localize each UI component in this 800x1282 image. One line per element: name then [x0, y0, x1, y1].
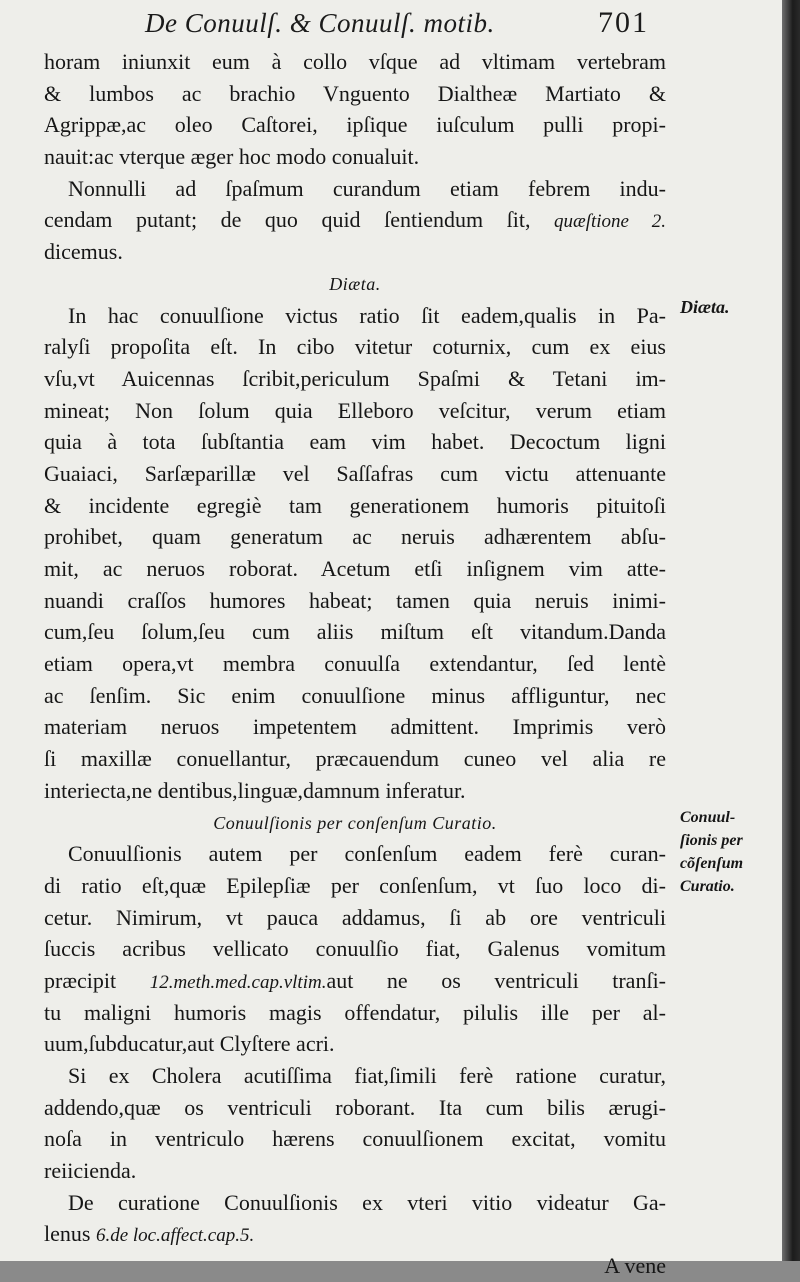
- text-line: [44, 204, 666, 236]
- margin-note-curatio: [680, 806, 743, 898]
- line-text: reiicienda.: [44, 1158, 137, 1184]
- text-line: [44, 838, 666, 870]
- margin-note-line: Diæta.: [680, 297, 730, 317]
- text-line: [44, 680, 666, 712]
- line-text: Conuulſionis autem per conſenſum eadem ferè curan-: [68, 841, 666, 867]
- line-text: materiam neruos impetentem admittent. Imprimis verò: [44, 714, 666, 740]
- line-text: Si ex Cholera acutiſſima fiat,ſimili ferè ratione curatur,: [68, 1063, 666, 1088]
- text-line: [44, 1123, 666, 1155]
- text-line: [44, 870, 666, 902]
- line-text: mit, ac neruos roborat. Acetum etſi inſignem vim atte-: [44, 556, 666, 581]
- line-text: Nonnulli ad ſpaſmum curandum etiam febrem indu-: [68, 175, 666, 201]
- line-text: Guaiaci, Sarſæparillæ vel Saſſafras cum victu attenuante: [44, 460, 666, 486]
- margin-note-line: ſionis per: [680, 832, 743, 849]
- citation: 6.de loc.affect.cap.5.: [95, 1225, 255, 1247]
- line-text: ſuccis acribus vellicato conuulſio fiat, Galenus vomitum: [44, 936, 666, 962]
- text-line: [44, 553, 666, 585]
- line-text: interiecta,ne dentibus,linguæ,damnum inferatur.: [44, 777, 466, 803]
- margin-note-line: Conuul-: [680, 809, 736, 826]
- text-line: [44, 363, 666, 395]
- line-text: & lumbos ac brachio Vnguento Dialtheæ Martiato &: [44, 80, 666, 106]
- line-text: prohibet, quam generatum ac neruis adhærentem abſu-: [44, 524, 666, 550]
- text-line: [44, 426, 666, 458]
- line-text: ſi maxillæ conuellantur, præcauendum cuneo vel alia re: [44, 746, 666, 772]
- line-text: uum,ſubducatur,aut Clyſtere acri.: [44, 1031, 335, 1057]
- text-line: [44, 902, 666, 934]
- line-text: cum,ſeu ſolum,ſeu cum aliis miſtum eſt vitandum.Danda: [44, 619, 666, 645]
- page-number: 701: [598, 6, 649, 39]
- line-text: nuandi craſſos humores habeat; tamen quia neruis inimi-: [44, 587, 666, 613]
- text-line: [44, 78, 666, 110]
- citation: quæſtione 2.: [554, 211, 666, 233]
- text-line: [44, 1028, 666, 1060]
- text-line: [44, 997, 666, 1029]
- text-line: [44, 1218, 666, 1250]
- text-line: [44, 648, 666, 680]
- text-line: [44, 1092, 666, 1124]
- text-line: [44, 141, 666, 173]
- page-gutter: [782, 0, 800, 1261]
- line-text: di ratio eſt,quæ Epilepſiæ per conſenſum, vt ſuo loco di-: [44, 872, 666, 898]
- running-head: De Conuulſ. & Conuulſ. motib.: [145, 8, 495, 38]
- line-text: nauit:ac vterque æger hoc modo conualuit.: [44, 144, 420, 170]
- text-line: [44, 585, 666, 617]
- text-line: [44, 965, 666, 997]
- text-line: [44, 331, 666, 363]
- text-line: [44, 1187, 666, 1219]
- line-text: noſa in ventriculo hærens conuulſionem excitat, vomitu: [44, 1126, 666, 1152]
- line-text: etiam opera,vt membra conuulſa extendantur, ſed lentè: [44, 651, 666, 677]
- text-line: [44, 1060, 666, 1092]
- catchword: A vene: [604, 1253, 666, 1279]
- line-text: cendam putant; de quo quid ſentiendum ſit,: [44, 207, 531, 233]
- margin-note-line: cõſenſum: [680, 855, 744, 872]
- text-line: [44, 458, 666, 490]
- section-heading: Diæta.: [329, 273, 381, 294]
- text-line: [44, 616, 666, 648]
- line-text: ralyſi propoſita eſt. In cibo vitetur coturnix, cum ex eius: [44, 334, 666, 360]
- margin-note-diaeta: [680, 294, 730, 320]
- line-text: vſu,vt Auicennas ſcribit,periculum Spaſmi & Tetani im-: [44, 365, 666, 391]
- line-text: aut ne os ventriculi tranſi-: [326, 967, 666, 993]
- line-text: ac ſenſim. Sic enim conuulſione minus affliguntur, nec: [44, 682, 666, 708]
- section-heading: Conuulſionis per conſenſum Curatio.: [213, 812, 497, 833]
- line-text: mineat; Non ſolum quia Elleboro veſcitur, verum etiam: [44, 397, 666, 423]
- line-text: & incidente egregiè tam generationem humoris pituitoſi: [44, 492, 666, 518]
- text-line: [44, 521, 666, 553]
- line-text: De curatione Conuulſionis ex vteri vitio videatur Ga-: [68, 1189, 666, 1215]
- line-text: quia à tota ſubſtantia eam vim habet. Decoctum ligni: [44, 429, 666, 455]
- text-line: [44, 300, 666, 332]
- text-line: [44, 490, 666, 522]
- line-text: Agrippæ,ac oleo Caſtorei, ipſique iuſculum pulli propi-: [44, 112, 666, 138]
- citation: 12.meth.med.cap.vltim.: [149, 971, 327, 993]
- line-text: lenus: [44, 1221, 91, 1247]
- text-line: [44, 236, 666, 268]
- line-text: addendo,quæ os ventriculi roborant. Ita cum bilis ærugi-: [44, 1094, 666, 1120]
- line-text: tu maligni humoris magis offendatur, pilulis ille per al-: [44, 999, 666, 1025]
- main-text: [44, 46, 666, 1282]
- text-line: [44, 395, 666, 427]
- line-text: In hac conuulſione victus ratio ſit eadem,qualis in Pa-: [68, 302, 666, 328]
- text-line: [44, 711, 666, 743]
- text-line: [44, 1155, 666, 1187]
- text-line: [44, 173, 666, 205]
- line-text: præcipit: [44, 967, 117, 993]
- text-line: [44, 933, 666, 965]
- line-text: dicemus.: [44, 239, 123, 265]
- margin-note-line: Curatio.: [680, 878, 735, 895]
- line-text: cetur. Nimirum, vt pauca addamus, ſi ab ore ventriculi: [44, 904, 666, 930]
- text-line: [44, 46, 666, 78]
- line-text: horam iniunxit eum à collo vſque ad vltimam vertebram: [44, 49, 666, 74]
- text-line: [44, 109, 666, 141]
- text-line: [44, 775, 666, 807]
- text-line: [44, 743, 666, 775]
